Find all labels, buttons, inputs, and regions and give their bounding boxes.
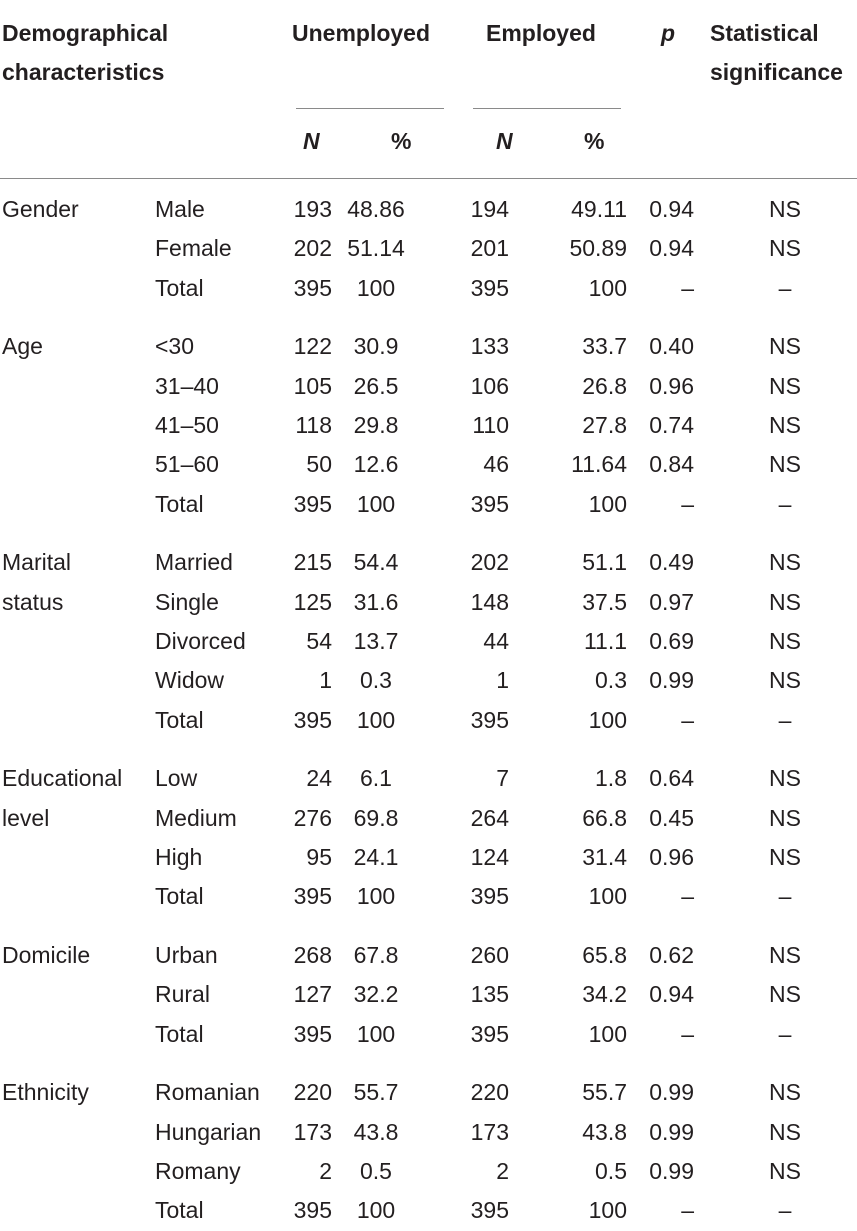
unemployed-pct-cell: 29.8 xyxy=(353,411,399,438)
p-value-cell: 0.99 xyxy=(649,1079,694,1106)
table-row xyxy=(0,1015,857,1054)
p-value-cell: – xyxy=(681,274,694,301)
unemployed-n-cell: 54 xyxy=(306,627,332,654)
header-employed: Employed xyxy=(486,20,596,46)
p-value-cell: – xyxy=(681,1020,694,1047)
employed-n-cell: 201 xyxy=(470,235,509,262)
unemployed-pct-cell: 24.1 xyxy=(353,843,399,870)
table-row xyxy=(0,485,857,524)
p-value-cell: – xyxy=(681,490,694,517)
unemployed-n-cell: 268 xyxy=(293,942,332,969)
unemployed-pct-cell: 100 xyxy=(356,1020,396,1047)
p-value-cell: 0.49 xyxy=(649,549,694,576)
table-row xyxy=(0,445,857,484)
unemployed-n-cell: 193 xyxy=(293,196,332,222)
employed-n-cell: 194 xyxy=(470,196,509,222)
significance-cell: NS xyxy=(769,411,801,438)
table-row xyxy=(0,269,857,308)
employed-n-cell: 260 xyxy=(470,942,509,969)
employed-pct-cell: 50.89 xyxy=(569,235,627,262)
table-row xyxy=(0,975,857,1014)
employed-n-cell: 173 xyxy=(470,1118,509,1145)
p-value-cell: – xyxy=(681,1197,694,1224)
category-cell: Domicile xyxy=(2,942,91,969)
category-cell: Gender xyxy=(2,196,79,222)
unemployed-n-cell: 1 xyxy=(319,667,332,694)
significance-cell: NS xyxy=(769,981,801,1008)
significance-cell: NS xyxy=(769,372,801,399)
category-cell: Marital xyxy=(2,549,72,576)
employed-pct-cell: 100 xyxy=(588,883,627,910)
employed-pct-cell: 100 xyxy=(588,1197,627,1224)
employed-n-cell: 395 xyxy=(470,1020,509,1047)
table-row xyxy=(0,367,857,406)
employed-n-cell: 395 xyxy=(470,490,509,517)
unemployed-n-cell: 127 xyxy=(293,981,332,1008)
unemployed-pct-cell: 6.1 xyxy=(360,765,392,792)
table-row xyxy=(0,838,857,877)
header-n-employed: N xyxy=(496,128,513,154)
table-row xyxy=(0,701,857,740)
employed-pct-cell: 100 xyxy=(588,706,627,733)
employed-pct-cell: 37.5 xyxy=(582,588,627,615)
p-value-cell: 0.96 xyxy=(649,843,694,870)
employed-rule xyxy=(473,108,621,109)
employed-pct-cell: 26.8 xyxy=(582,372,627,399)
unemployed-n-cell: 395 xyxy=(293,1197,332,1224)
significance-cell: – xyxy=(778,490,792,517)
table-row xyxy=(0,229,857,268)
p-value-cell: 0.64 xyxy=(649,765,694,792)
employed-pct-cell: 66.8 xyxy=(582,804,627,831)
subcategory-cell: Total xyxy=(155,1020,204,1047)
subcategory-cell: Romany xyxy=(155,1158,241,1185)
table-row xyxy=(0,759,857,798)
employed-n-cell: 44 xyxy=(483,627,509,654)
significance-cell: NS xyxy=(769,667,801,694)
significance-cell: NS xyxy=(769,549,801,576)
category-cell: Educational xyxy=(2,765,123,792)
unemployed-pct-cell: 30.9 xyxy=(353,333,399,360)
header-pct-employed: % xyxy=(584,128,605,154)
unemployed-n-cell: 276 xyxy=(293,804,332,831)
employed-pct-cell: 34.2 xyxy=(582,981,627,1008)
significance-cell: NS xyxy=(769,1118,801,1145)
unemployed-pct-cell: 69.8 xyxy=(353,804,399,831)
employed-pct-cell: 11.1 xyxy=(583,627,627,654)
subcategory-cell: Hungarian xyxy=(155,1118,262,1145)
subcategory-cell: 31–40 xyxy=(155,372,219,399)
employed-n-cell: 1 xyxy=(496,667,509,694)
table-body xyxy=(0,190,857,1231)
employed-n-cell: 106 xyxy=(470,372,509,399)
unemployed-pct-cell: 67.8 xyxy=(353,942,399,969)
employed-pct-cell: 0.5 xyxy=(595,1158,627,1185)
unemployed-pct-cell: 100 xyxy=(356,883,396,910)
significance-cell: – xyxy=(778,274,792,301)
p-value-cell: – xyxy=(681,883,694,910)
employed-pct-cell: 11.64 xyxy=(571,451,627,478)
header-demographic-line1: Demographical xyxy=(2,20,169,46)
p-value-cell: 0.40 xyxy=(649,333,694,360)
subcategory-cell: Romanian xyxy=(155,1079,260,1106)
unemployed-pct-cell: 12.6 xyxy=(353,451,399,478)
unemployed-pct-cell: 31.6 xyxy=(353,588,399,615)
p-value-cell: 0.94 xyxy=(649,196,694,222)
significance-cell: NS xyxy=(769,1158,801,1185)
employed-pct-cell: 43.8 xyxy=(582,1118,627,1145)
employed-n-cell: 395 xyxy=(470,1197,509,1224)
significance-cell: NS xyxy=(769,843,801,870)
employed-pct-cell: 33.7 xyxy=(582,333,627,360)
table-row xyxy=(0,543,857,582)
unemployed-pct-cell: 54.4 xyxy=(353,549,399,576)
subcategory-cell: 51–60 xyxy=(155,451,219,478)
unemployed-n-cell: 118 xyxy=(295,411,332,438)
employed-n-cell: 110 xyxy=(472,411,509,438)
significance-cell: – xyxy=(778,1020,792,1047)
employed-pct-cell: 65.8 xyxy=(582,942,627,969)
subcategory-cell: Total xyxy=(155,274,204,301)
employed-n-cell: 46 xyxy=(483,451,509,478)
subcategory-cell: Divorced xyxy=(155,627,246,654)
table-row xyxy=(0,877,857,916)
header-divider xyxy=(0,178,857,179)
unemployed-pct-cell: 100 xyxy=(356,706,396,733)
category-cell: Ethnicity xyxy=(2,1079,89,1106)
header-p: p xyxy=(661,20,676,46)
p-value-cell: 0.74 xyxy=(649,411,694,438)
header-unemployed: Unemployed xyxy=(292,20,431,46)
subcategory-cell: Widow xyxy=(155,667,225,694)
category-cell: level xyxy=(2,804,50,831)
employed-pct-cell: 49.11 xyxy=(571,196,627,222)
subcategory-cell: Female xyxy=(155,235,232,262)
table-row xyxy=(0,583,857,622)
unemployed-n-cell: 173 xyxy=(293,1118,332,1145)
unemployed-pct-cell: 43.8 xyxy=(353,1118,399,1145)
unemployed-n-cell: 125 xyxy=(293,588,332,615)
unemployed-n-cell: 202 xyxy=(293,235,332,262)
unemployed-pct-cell: 13.7 xyxy=(353,627,399,654)
unemployed-n-cell: 50 xyxy=(306,451,332,478)
employed-pct-cell: 0.3 xyxy=(595,667,627,694)
subcategory-cell: Married xyxy=(155,549,233,576)
unemployed-n-cell: 95 xyxy=(306,843,332,870)
employed-n-cell: 395 xyxy=(470,706,509,733)
unemployed-pct-cell: 48.86 xyxy=(347,196,405,222)
employed-pct-cell: 55.7 xyxy=(582,1079,627,1106)
unemployed-pct-cell: 100 xyxy=(356,274,396,301)
table-row xyxy=(0,1073,857,1112)
header-significance-line1: Statistical xyxy=(710,20,819,46)
p-value-cell: 0.69 xyxy=(649,627,694,654)
significance-cell: NS xyxy=(769,333,801,360)
unemployed-n-cell: 105 xyxy=(293,372,332,399)
significance-cell: NS xyxy=(769,765,801,792)
header-demographic-line2: characteristics xyxy=(2,59,165,85)
employed-pct-cell: 27.8 xyxy=(582,411,627,438)
significance-cell: NS xyxy=(769,451,801,478)
unemployed-pct-cell: 26.5 xyxy=(353,372,399,399)
subcategory-cell: <30 xyxy=(155,333,195,360)
unemployed-n-cell: 395 xyxy=(293,1020,332,1047)
subcategory-cell: High xyxy=(155,843,203,870)
employed-pct-cell: 1.8 xyxy=(595,765,627,792)
significance-cell: – xyxy=(778,706,792,733)
unemployed-n-cell: 395 xyxy=(293,490,332,517)
table-row xyxy=(0,622,857,661)
subcategory-cell: 41–50 xyxy=(155,411,219,438)
table-row xyxy=(0,327,857,366)
significance-cell: NS xyxy=(769,942,801,969)
unemployed-pct-cell: 0.3 xyxy=(360,667,392,694)
subcategory-cell: Total xyxy=(155,490,204,517)
subcategory-cell: Male xyxy=(155,196,205,222)
p-value-cell: 0.99 xyxy=(649,667,694,694)
p-value-cell: 0.84 xyxy=(649,451,694,478)
employed-pct-cell: 100 xyxy=(588,1020,627,1047)
employed-n-cell: 7 xyxy=(496,765,509,792)
p-value-cell: 0.94 xyxy=(649,235,694,262)
p-value-cell: – xyxy=(681,706,694,733)
header-n-unemployed: N xyxy=(303,128,320,154)
employed-n-cell: 395 xyxy=(470,883,509,910)
table-row xyxy=(0,1152,857,1191)
subcategory-cell: Low xyxy=(155,765,198,792)
significance-cell: NS xyxy=(769,1079,801,1106)
unemployed-n-cell: 395 xyxy=(293,706,332,733)
unemployed-pct-cell: 100 xyxy=(356,1197,396,1224)
employed-n-cell: 264 xyxy=(470,804,509,831)
unemployed-n-cell: 395 xyxy=(293,274,332,301)
employed-pct-cell: 51.1 xyxy=(582,549,627,576)
table-row xyxy=(0,936,857,975)
subcategory-cell: Single xyxy=(155,588,219,615)
subcategory-cell: Total xyxy=(155,883,204,910)
unemployed-n-cell: 2 xyxy=(319,1158,332,1185)
unemployed-pct-cell: 0.5 xyxy=(360,1158,392,1185)
subcategory-cell: Rural xyxy=(155,981,210,1008)
employed-n-cell: 202 xyxy=(470,549,509,576)
employed-n-cell: 135 xyxy=(470,981,509,1008)
significance-cell: NS xyxy=(769,627,801,654)
unemployed-n-cell: 215 xyxy=(293,549,332,576)
unemployed-pct-cell: 51.14 xyxy=(347,235,405,262)
table-row xyxy=(0,799,857,838)
p-value-cell: 0.96 xyxy=(649,372,694,399)
significance-cell: – xyxy=(778,883,792,910)
significance-cell: – xyxy=(778,1197,792,1224)
employed-pct-cell: 100 xyxy=(588,490,627,517)
significance-cell: NS xyxy=(769,196,801,222)
category-cell: Age xyxy=(2,333,43,360)
table-row xyxy=(0,661,857,700)
p-value-cell: 0.99 xyxy=(649,1158,694,1185)
table-row xyxy=(0,1113,857,1152)
employed-n-cell: 2 xyxy=(496,1158,509,1185)
table-row xyxy=(0,406,857,445)
unemployed-n-cell: 122 xyxy=(293,333,332,360)
unemployed-pct-cell: 100 xyxy=(356,490,396,517)
employed-pct-cell: 100 xyxy=(588,274,627,301)
unemployed-pct-cell: 55.7 xyxy=(353,1079,399,1106)
subcategory-cell: Medium xyxy=(155,804,237,831)
employed-n-cell: 395 xyxy=(470,274,509,301)
unemployed-n-cell: 395 xyxy=(293,883,332,910)
employed-n-cell: 220 xyxy=(470,1079,509,1106)
unemployed-n-cell: 220 xyxy=(293,1079,332,1106)
subcategory-cell: Urban xyxy=(155,942,218,969)
employed-n-cell: 133 xyxy=(470,333,509,360)
header-significance-line2: significance xyxy=(710,59,843,85)
employed-n-cell: 148 xyxy=(470,588,509,615)
p-value-cell: 0.62 xyxy=(649,942,694,969)
p-value-cell: 0.99 xyxy=(649,1118,694,1145)
unemployed-rule xyxy=(296,108,444,109)
subcategory-cell: Total xyxy=(155,1197,204,1224)
category-cell: status xyxy=(2,588,64,615)
significance-cell: NS xyxy=(769,804,801,831)
p-value-cell: 0.45 xyxy=(649,804,694,831)
unemployed-pct-cell: 32.2 xyxy=(353,981,399,1008)
employed-pct-cell: 31.4 xyxy=(582,843,627,870)
p-value-cell: 0.94 xyxy=(649,981,694,1008)
subcategory-cell: Total xyxy=(155,706,204,733)
significance-cell: NS xyxy=(769,588,801,615)
table-row xyxy=(0,190,857,229)
unemployed-n-cell: 24 xyxy=(306,765,332,792)
employed-n-cell: 124 xyxy=(470,843,509,870)
p-value-cell: 0.97 xyxy=(649,588,694,615)
significance-cell: NS xyxy=(769,235,801,262)
header-pct-unemployed: % xyxy=(391,128,412,154)
